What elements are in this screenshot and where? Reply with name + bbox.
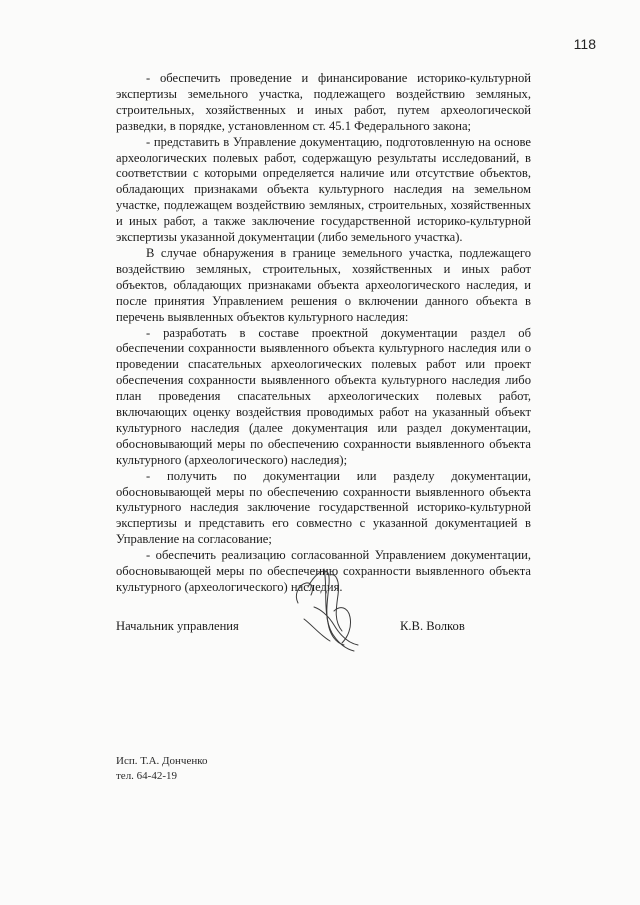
page-number: 118	[573, 36, 596, 52]
executor-info	[116, 754, 208, 784]
paragraph: - представить в Управление документацию, подготовленную на основе археологических полевых работ, содержащую результаты исследований, в соответствии с которыми определяется наличие или отсутствие объектов, обладающих признаками объекта культурного наследия на земельном участке, подлежащем воздействию земляных, строительных, хозяйственных и иных работ, а также заключение государственной историко-культурной экспертизы указанной документации (либо земельного участка).	[116, 134, 531, 245]
paragraph: - получить по документации или разделу документации, обосновывающей меры по обеспечению сохранности выявленного объекта культурного наследия заключение государственной историко-культурной экспертизы и представить его совместно с указанной документацией в Управление на согласование;	[116, 468, 531, 547]
paragraph: - обеспечить проведение и финансирование историко-культурной экспертизы земельного участка, подлежащего воздействию земляных, строительных, хозяйственных и иных работ, путем археологической разведки, в порядке, установленном ст. 45.1 Федерального закона;	[116, 71, 531, 133]
executor-name: Исп. Т.А. Донченко	[116, 755, 208, 767]
handwritten-signature	[284, 545, 374, 665]
paragraph: - обеспечить реализацию согласованной Управлением документации, обосновывающей меры по обеспечению сохранности выявленного объекта культурного (археологического) наследия.	[116, 548, 531, 594]
paragraph: В случае обнаружения в границе земельного участка, подлежащего воздействию земляных, строительных, хозяйственных и иных работ объектов, обладающих признаками объекта археологического наследия, и после принятия Управлением решения о включении данного объекта в перечень выявленных объектов культурного наследия:	[116, 245, 531, 324]
signatory-name: К.В. Волков	[400, 619, 465, 633]
signatory-title: Начальник управления	[116, 619, 239, 633]
executor-phone: тел. 64-42-19	[116, 770, 178, 782]
paragraph: - разработать в составе проектной документации раздел об обеспечении сохранности выявленного объекта культурного наследия или о проведении спасательных археологических полевых работ или проект обеспечения сохранности выявленного объекта культурного наследия либо план проведения спасательных археологических полевых работ, включающих оценку воздействия проводимых работ на указанный объект культурного наследия (далее документация или раздел документации, обосновывающий меры по обеспечению сохранности выявленного объекта культурного (археологического) наследия);	[116, 325, 531, 467]
document-body	[116, 71, 531, 596]
